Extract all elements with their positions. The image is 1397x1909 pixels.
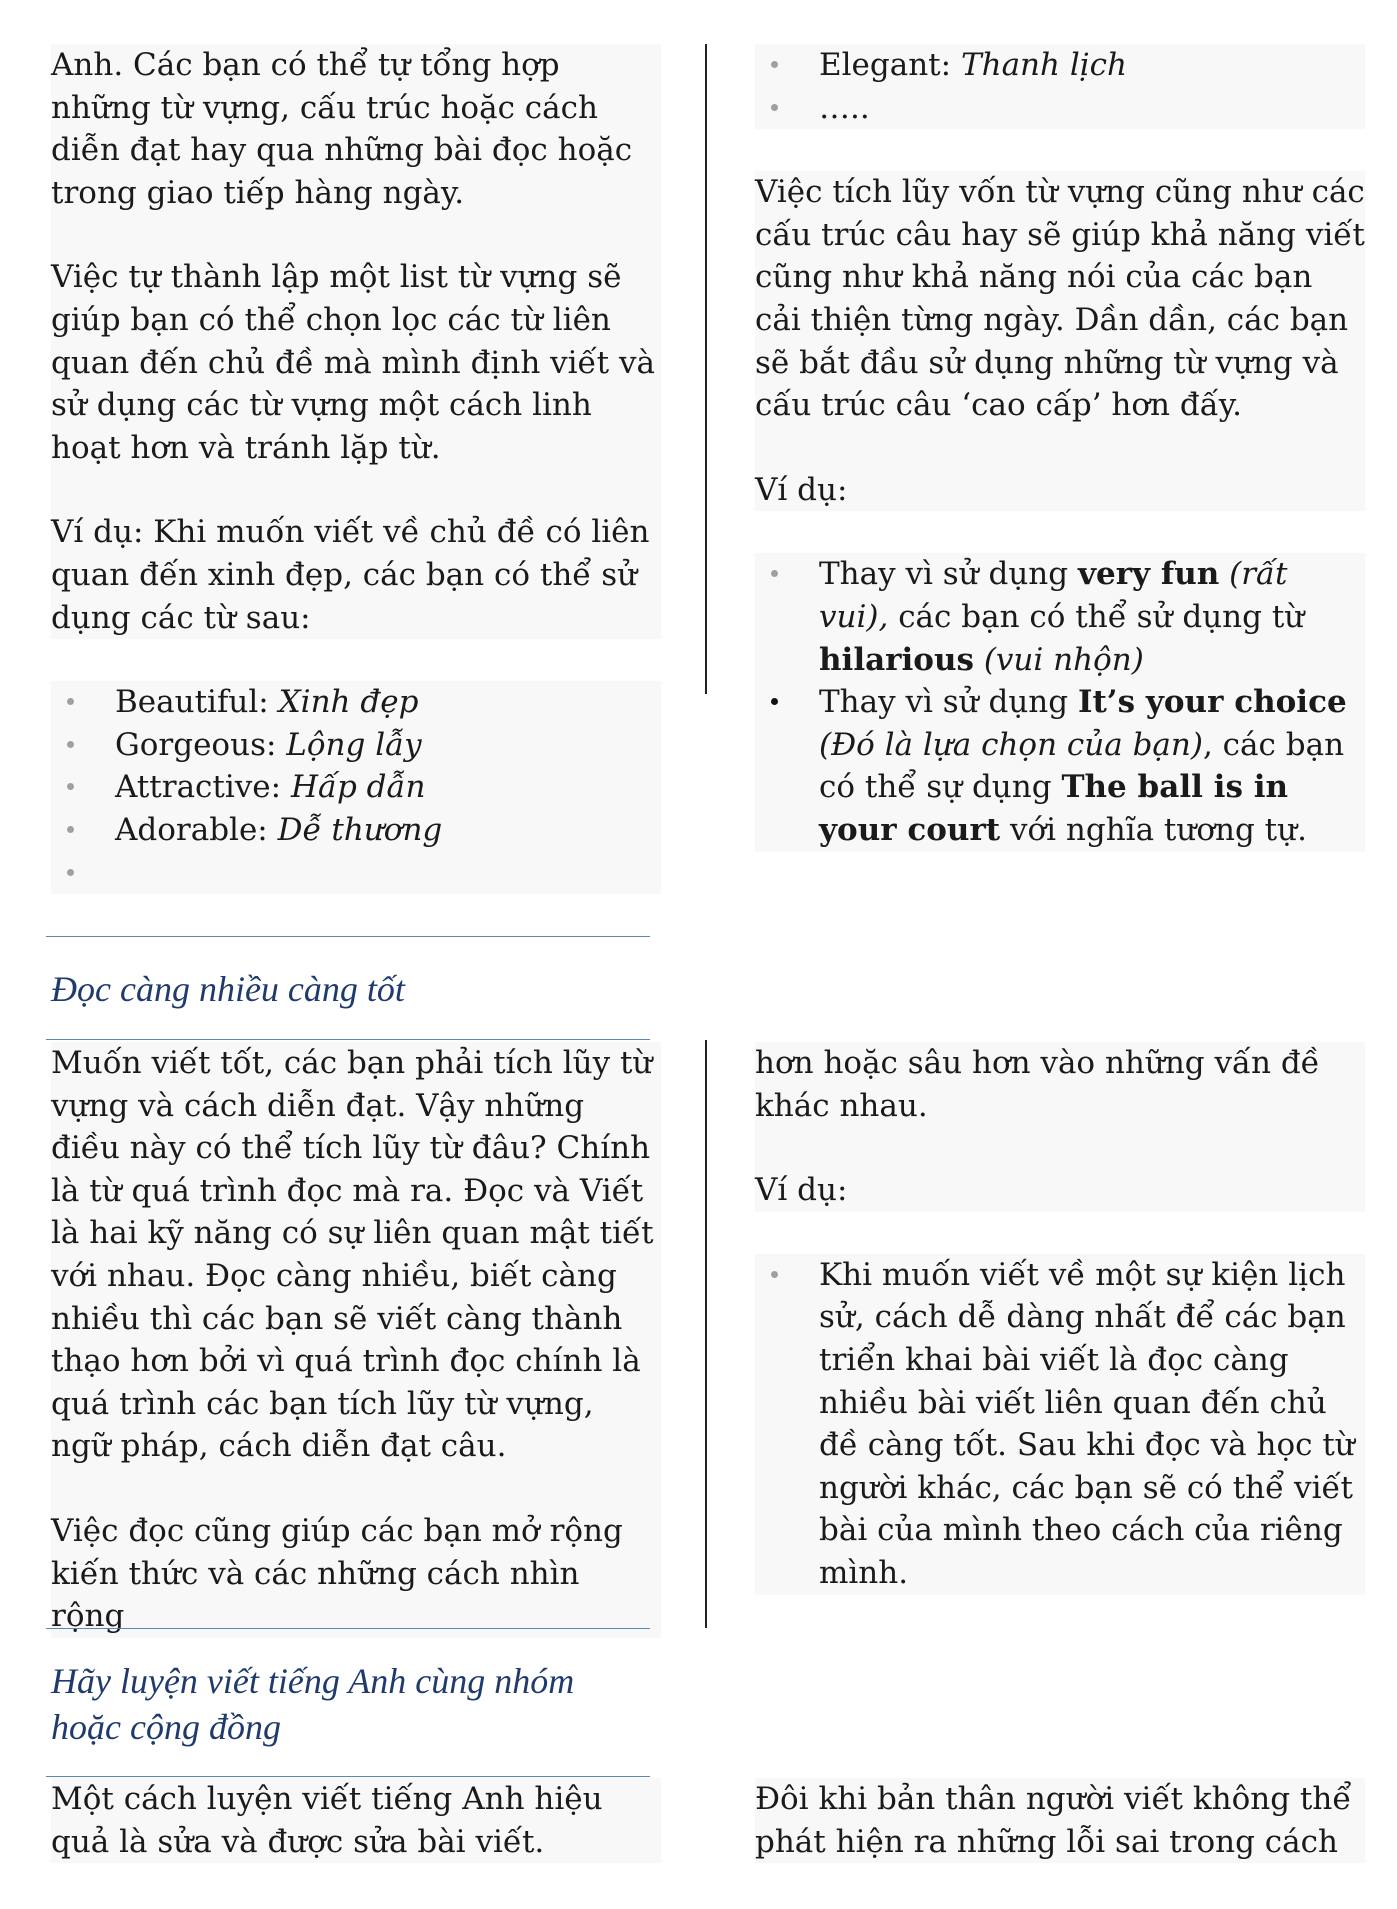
paragraph: Đôi khi bản thân người viết không thể phát hiện ra những lỗi sai trong cách <box>755 1778 1365 1863</box>
list-item: Thay vì sử dụng It’s your choice (Đó là lựa chọn của bạn), các bạn có thể sự dụng The ball is in your court với nghĩa tương tự. <box>755 681 1365 851</box>
paragraph: hơn hoặc sâu hơn vào những vấn đề khác nhau. <box>755 1045 1320 1124</box>
example-list <box>755 553 1365 851</box>
vocabulary-list <box>51 681 661 894</box>
section2-left-column <box>51 1042 661 1638</box>
heading-line: hoặc cộng đồng <box>51 1707 281 1747</box>
section2-right-column <box>755 1042 1365 1595</box>
list-item: Beautiful: Xinh đẹp <box>51 681 661 724</box>
list-item: Attractive: Hấp dẫn <box>51 766 661 809</box>
paragraph: Ví dụ: Khi muốn viết về chủ đề có liên quan đến xinh đẹp, các bạn có thể sử dụng các từ sau: <box>51 514 650 636</box>
section3-right-column <box>755 1778 1365 1863</box>
paragraph: Việc đọc cũng giúp các bạn mở rộng kiến thức và các những cách nhìn rộng <box>51 1512 623 1635</box>
section-heading <box>51 1658 691 1750</box>
list-item: Gorgeous: Lộng lẫy <box>51 724 661 767</box>
paragraph: Việc tự thành lập một list từ vựng sẽ giúp bạn có thể chọn lọc các từ liên quan đến chủ đề mà mình định viết và sử dụng các từ vựng một cách linh hoạt hơn và tránh lặp từ. <box>51 259 655 466</box>
paragraph: Muốn viết tốt, các bạn phải tích lũy từ vựng và cách diễn đạt. Vậy những điều này có thể tích lũy từ đâu? Chính là từ quá trình đọc mà ra. Đọc và Viết là hai kỹ năng có sự liên quan mật tiết với nhau. Đọc càng nhiều, biết càng nhiều thì các bạn sẽ viết càng thành thạo hơn bởi vì quá trình đọc chính là quá trình các bạn tích lũy từ vựng, ngữ pháp, cách diễn đạt câu. <box>51 1045 654 1465</box>
example-label: Ví dụ: <box>755 1172 848 1209</box>
vocabulary-list <box>755 44 1365 129</box>
example-list <box>755 1254 1365 1595</box>
list-item: Khi muốn viết về một sự kiện lịch sử, cách dễ dàng nhất để các bạn triển khai bài viết là đọc càng nhiều bài viết liên quan đến chủ đề càng tốt. Sau khi đọc và học từ người khác, các bạn sẽ có thể viết bài của mình theo cách của riêng mình. <box>755 1254 1365 1595</box>
heading-rule-top <box>46 1628 650 1629</box>
paragraph: Một cách luyện viết tiếng Anh hiệu quả là sửa và được sửa bài viết. <box>51 1778 661 1863</box>
heading-rule-bottom <box>46 1776 650 1777</box>
section-heading: Đọc càng nhiều càng tốt <box>51 969 405 1009</box>
list-item: Elegant: Thanh lịch <box>755 44 1365 87</box>
paragraph: Việc tích lũy vốn từ vựng cũng như các cấu trúc câu hay sẽ giúp khả năng viết cũng như khả năng nói của các bạn cải thiện từng ngày. Dần dần, các bạn sẽ bắt đầu sử dụng những từ vựng và cấu trúc câu ‘cao cấp’ hơn đấy. <box>755 174 1365 424</box>
paragraph: Anh. Các bạn có thể tự tổng hợp những từ vựng, cấu trúc hoặc cách diễn đạt hay qua những bài đọc hoặc trong giao tiếp hàng ngày. <box>51 47 633 211</box>
column-divider <box>705 1040 707 1628</box>
list-item <box>51 852 661 895</box>
section3-left-column <box>51 1778 661 1863</box>
list-item: Thay vì sử dụng very fun (rất vui), các bạn có thể sử dụng từ hilarious (vui nhộn) <box>755 553 1365 681</box>
example-label: Ví dụ: <box>755 471 848 508</box>
list-item: ….. <box>755 87 1365 130</box>
list-item: Adorable: Dễ thương <box>51 809 661 852</box>
heading-line: Hãy luyện viết tiếng Anh cùng nhóm <box>51 1661 575 1701</box>
heading-rule-bottom <box>46 1039 650 1040</box>
section1-left-column <box>51 44 661 894</box>
heading-rule-top <box>46 936 650 937</box>
column-divider <box>705 44 707 694</box>
section1-right-column <box>755 44 1365 852</box>
